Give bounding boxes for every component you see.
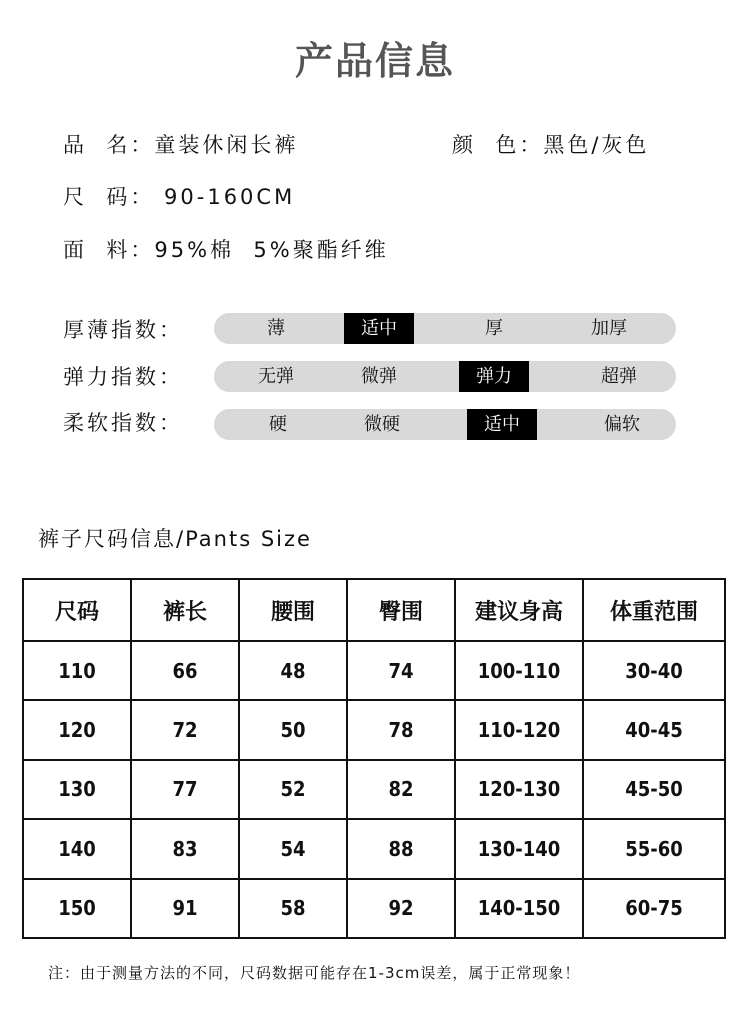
table-row — [23, 879, 725, 938]
softness-index-label: 柔软指数： — [63, 411, 183, 435]
table-cell: 88 — [347, 819, 455, 878]
product-name-value: 童装休闲长裤 — [154, 133, 299, 157]
softness-option: 硬 — [269, 414, 287, 435]
softness-option-selected: 适中 — [467, 409, 537, 440]
size-section-title: 裤子尺码信息/Pants Size — [38, 527, 312, 551]
fabric-value: 95%棉 5%聚酯纤维 — [154, 238, 389, 262]
table-cell: 92 — [347, 879, 455, 938]
fabric-label: 面 料： — [63, 238, 155, 262]
table-cell: 110-120 — [455, 700, 583, 759]
table-cell: 40-45 — [583, 700, 725, 759]
table-header: 体重范围 — [583, 579, 725, 641]
table-cell: 140 — [23, 819, 131, 878]
table-cell: 130-140 — [455, 819, 583, 878]
table-cell: 120 — [23, 700, 131, 759]
elasticity-option: 微弹 — [361, 366, 397, 387]
thickness-option: 厚 — [485, 318, 503, 339]
elasticity-option: 超弹 — [601, 366, 637, 387]
table-cell: 150 — [23, 879, 131, 938]
table-cell: 45-50 — [583, 760, 725, 819]
table-cell: 66 — [131, 641, 239, 700]
table-cell: 83 — [131, 819, 239, 878]
elasticity-index-bar — [214, 361, 676, 392]
table-cell: 60-75 — [583, 879, 725, 938]
table-cell: 120-130 — [455, 760, 583, 819]
size-value: 90-160CM — [154, 185, 296, 209]
table-cell: 140-150 — [455, 879, 583, 938]
table-header: 建议身高 — [455, 579, 583, 641]
size-row — [63, 181, 295, 211]
size-label: 尺 码： — [63, 185, 155, 209]
table-row — [23, 641, 725, 700]
thickness-option-selected: 适中 — [344, 313, 414, 344]
softness-option: 偏软 — [604, 414, 640, 435]
elasticity-option-selected: 弹力 — [459, 361, 529, 392]
table-cell: 82 — [347, 760, 455, 819]
table-cell: 55-60 — [583, 819, 725, 878]
fabric-row — [63, 234, 389, 264]
table-cell: 72 — [131, 700, 239, 759]
table-cell: 50 — [239, 700, 347, 759]
color-row — [452, 129, 649, 159]
table-cell: 100-110 — [455, 641, 583, 700]
table-header: 腰围 — [239, 579, 347, 641]
measurement-note: 注：由于测量方法的不同，尺码数据可能存在1-3cm误差，属于正常现象！ — [48, 964, 581, 982]
table-header: 尺码 — [23, 579, 131, 641]
elasticity-index-label: 弹力指数： — [63, 365, 183, 389]
table-cell: 74 — [347, 641, 455, 700]
table-cell: 52 — [239, 760, 347, 819]
color-value: 黑色/灰色 — [543, 133, 650, 157]
elasticity-option: 无弹 — [258, 366, 294, 387]
table-cell: 130 — [23, 760, 131, 819]
table-cell: 54 — [239, 819, 347, 878]
table-row — [23, 760, 725, 819]
page-title: 产品信息 — [294, 39, 455, 83]
table-cell: 58 — [239, 879, 347, 938]
softness-index-bar — [214, 409, 676, 440]
size-table — [22, 578, 726, 939]
table-header: 臀围 — [347, 579, 455, 641]
thickness-option: 加厚 — [591, 318, 627, 339]
product-name-label: 品 名： — [63, 133, 155, 157]
product-name-row — [63, 129, 298, 159]
table-cell: 48 — [239, 641, 347, 700]
softness-option: 微硬 — [364, 414, 400, 435]
color-label: 颜 色： — [452, 133, 544, 157]
table-header-row — [23, 579, 725, 641]
table-row — [23, 700, 725, 759]
table-header: 裤长 — [131, 579, 239, 641]
thickness-option: 薄 — [267, 318, 285, 339]
table-cell: 78 — [347, 700, 455, 759]
table-cell: 110 — [23, 641, 131, 700]
table-row — [23, 819, 725, 878]
table-cell: 30-40 — [583, 641, 725, 700]
thickness-index-bar — [214, 313, 676, 344]
table-cell: 91 — [131, 879, 239, 938]
table-cell: 77 — [131, 760, 239, 819]
thickness-index-label: 厚薄指数： — [63, 318, 183, 342]
